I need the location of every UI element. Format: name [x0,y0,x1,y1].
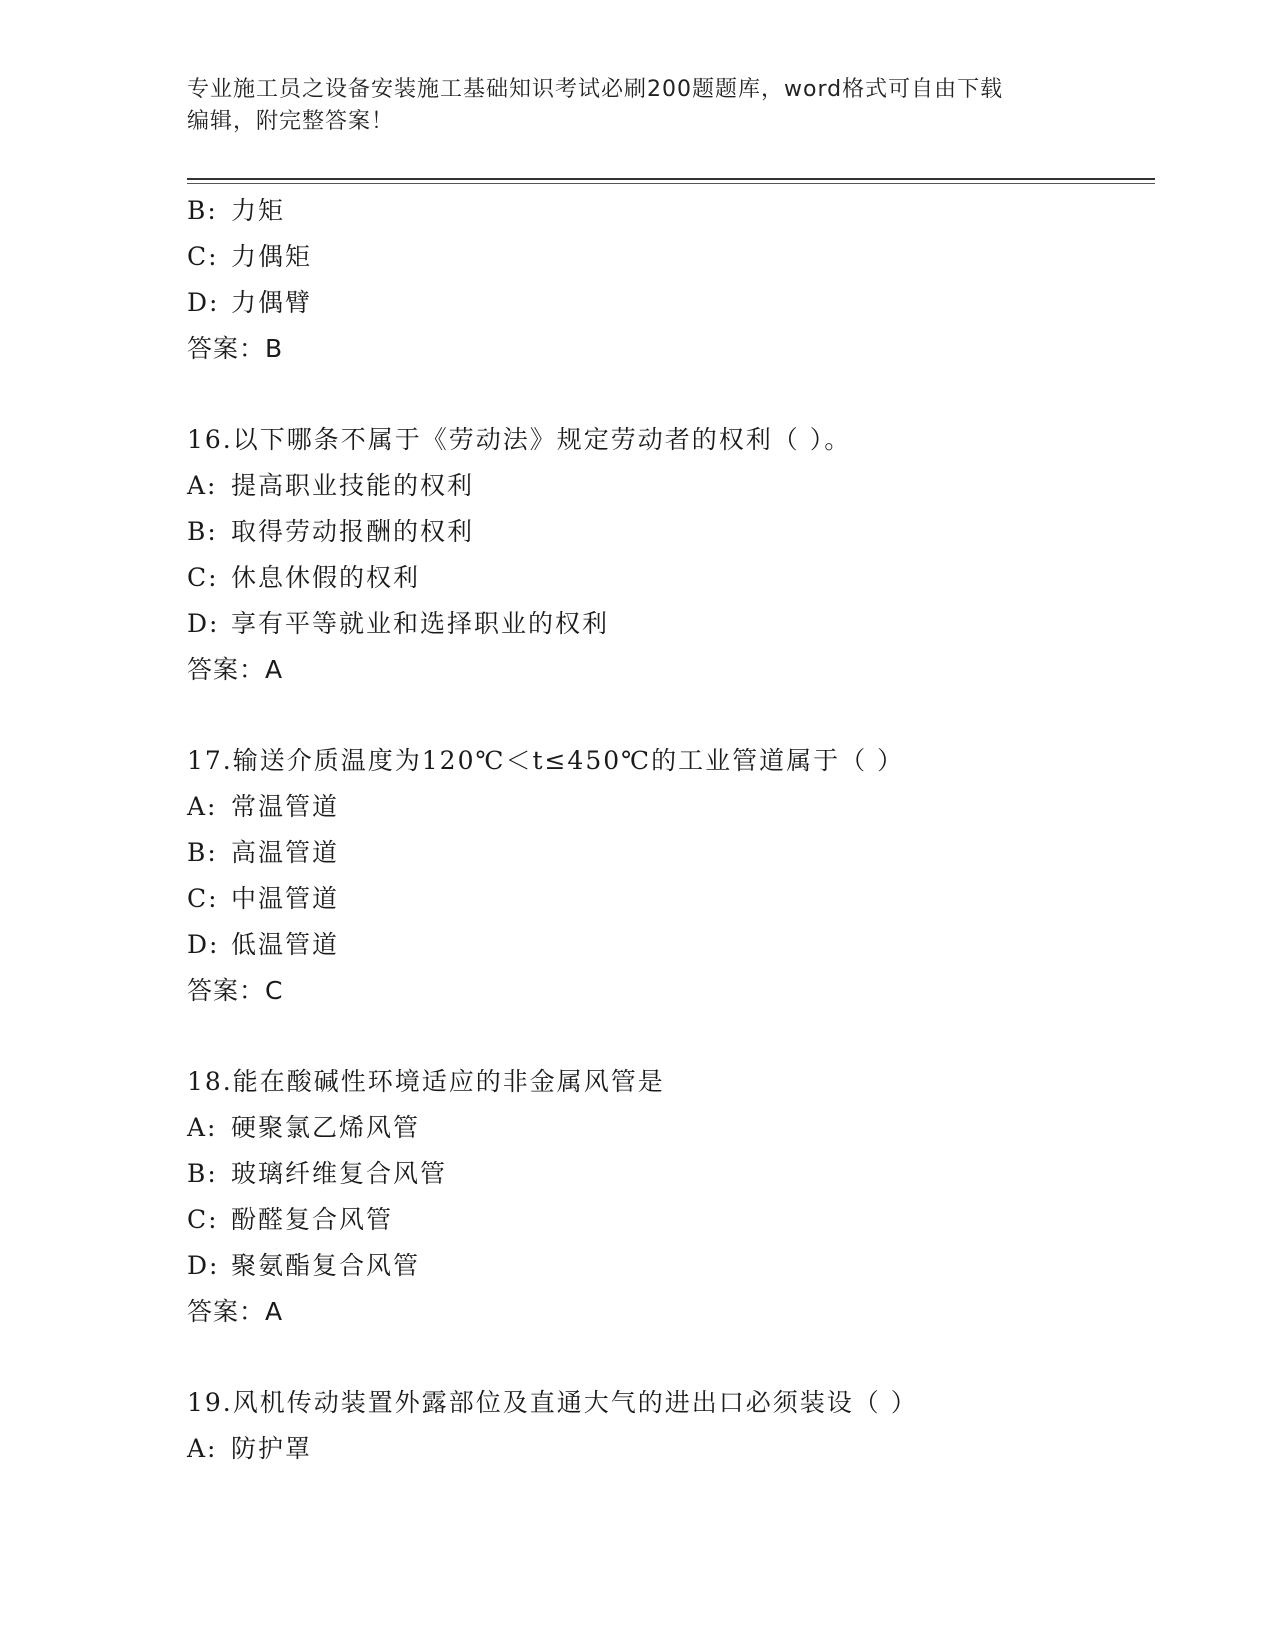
question-18 [187,1059,1155,1335]
question-stem: 19.风机传动装置外露部位及直通大气的进出口必须装设（ ） [187,1388,918,1417]
option-a: A: 常温管道 [187,792,340,821]
spacer [187,1014,1155,1059]
question-16 [187,417,1155,693]
option-b: B: 力矩 [187,196,286,225]
option-c: C: 酚醛复合风管 [187,1205,394,1234]
question-stem: 18.能在酸碱性环境适应的非金属风管是 [187,1067,665,1096]
option-d: D: 力偶臂 [187,288,313,317]
spacer [187,1335,1155,1380]
answer-line: 答案：A [187,655,284,684]
header-line-1: 专业施工员之设备安装施工基础知识考试必刷200题题库，word格式可自由下载 [187,77,1004,102]
option-a: A: 硬聚氯乙烯风管 [187,1113,421,1142]
answer-line: 答案：C [187,976,284,1005]
question-stem: 16.以下哪条不属于《劳动法》规定劳动者的权利（ ）。 [187,425,852,454]
option-d: D: 享有平等就业和选择职业的权利 [187,609,610,638]
question-17 [187,738,1155,1014]
spacer [187,372,1155,417]
document-header [187,74,1067,138]
header-divider-thick [187,178,1155,180]
answer-line: 答案：B [187,334,284,363]
header-divider-thin [187,183,1155,184]
question-list [187,188,1155,1472]
option-d: D: 低温管道 [187,930,340,959]
spacer [187,693,1155,738]
option-c: C: 中温管道 [187,884,340,913]
option-c: C: 休息休假的权利 [187,563,421,592]
question-19 [187,1380,1155,1472]
option-d: D: 聚氨酯复合风管 [187,1251,421,1280]
option-b: B: 高温管道 [187,838,340,867]
option-b: B: 取得劳动报酬的权利 [187,517,475,546]
option-c: C: 力偶矩 [187,242,313,271]
question-15-tail [187,188,1155,372]
answer-line: 答案：A [187,1297,284,1326]
header-line-2: 编辑，附完整答案！ [187,109,395,134]
option-a: A: 提高职业技能的权利 [187,471,475,500]
option-a: A: 防护罩 [187,1434,313,1463]
question-stem: 17.输送介质温度为120℃＜t≤450℃的工业管道属于（ ） [187,746,905,775]
option-b: B: 玻璃纤维复合风管 [187,1159,448,1188]
